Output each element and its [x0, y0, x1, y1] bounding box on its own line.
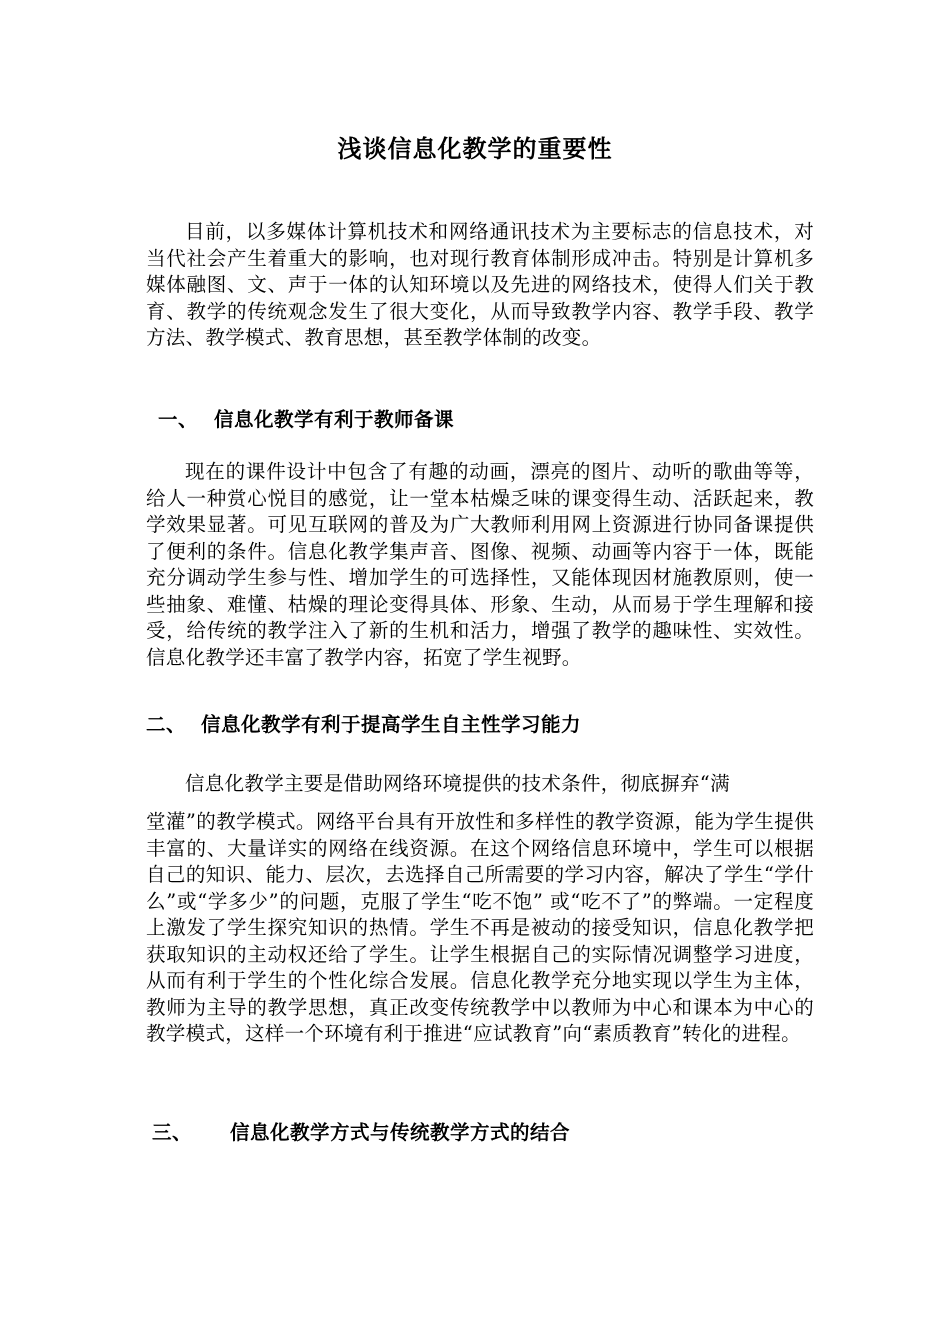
section-1-paragraph: 现在的课件设计中包含了有趣的动画，漂亮的图片、动听的歌曲等等，给人一种赏心悦目的感觉，让一堂本枯燥乏味的课变得生动、活跃起来，教学效果显著。可见互联网的普及为广大教师利用网上资源进行协同备课提供了便利的条件。信息化教学集声音、图像、视频、动画等内容于一体，既能充分调动学生参与性、增加学生的可选择性，又能体现因材施教原则，使一些抽象、难懂、枯燥的理论变得具体、形象、生动，从而易于学生理解和接受，给传统的教学注入了新的生机和活力，增强了教学的趣味性、实效性。信息化教学还丰富了教学内容，拓宽了学生视野。 — [146, 460, 814, 669]
section-title-3: 信息化教学方式与传统教学方式的结合 — [230, 1121, 571, 1144]
section-2-paragraph: 堂灌”的教学模式。网络平台具有开放性和多样性的教学资源，能为学生提供丰富的、大量详实的网络在线资源。在这个网络信息环境中，学生可以根据自己的知识、能力、层次，去选择自己所需要的学习内容，解决了学生“学什么”或“学多少”的问题，克服了学生“吃不饱” 或“吃不了”的弊端。一定程度上激发了学生探究知识的热情。学生不再是被动的接受知识，信息化教学把获取知识的主动权还给了学生。让学生根据自己的实际情况调整学习进度，从而有利于学生的个性化综合发展。信息化教学充分地实现以学生为主体，教师为主导的教学思想，真正改变传统教学中以教师为中心和课本为中心的教学模式，这样一个环境有利于推进“应试教育”向“素质教育”转化的进程。 — [146, 810, 814, 1045]
document-title: 浅谈信息化教学的重要性 — [337, 135, 613, 163]
section-heading-1 — [158, 407, 454, 433]
intro-paragraph: 目前，以多媒体计算机技术和网络通讯技术为主要标志的信息技术，对当代社会产生着重大的影响，也对现行教育体制形成冲击。特别是计算机多媒体融图、文、声于一体的认知环境以及先进的网络技术，使得人们关于教育、教学的传统观念发生了很大变化，从而导致教学内容、教学手段、教学方法、教学模式、教育思想，甚至教学体制的改变。 — [146, 220, 814, 349]
section-number-2: 二、 — [146, 713, 187, 736]
section-title-2: 信息化教学有利于提高学生自主性学习能力 — [201, 713, 582, 736]
section-number-1: 一、 — [158, 408, 199, 431]
section-heading-3 — [152, 1120, 570, 1146]
section-title-1: 信息化教学有利于教师备课 — [214, 408, 455, 431]
section-number-3: 三、 — [152, 1121, 193, 1144]
section-heading-2 — [146, 712, 581, 738]
section-2-paragraph-first-line: 信息化教学主要是借助网络环境提供的技术条件，彻底摒弃“满 — [185, 772, 730, 795]
